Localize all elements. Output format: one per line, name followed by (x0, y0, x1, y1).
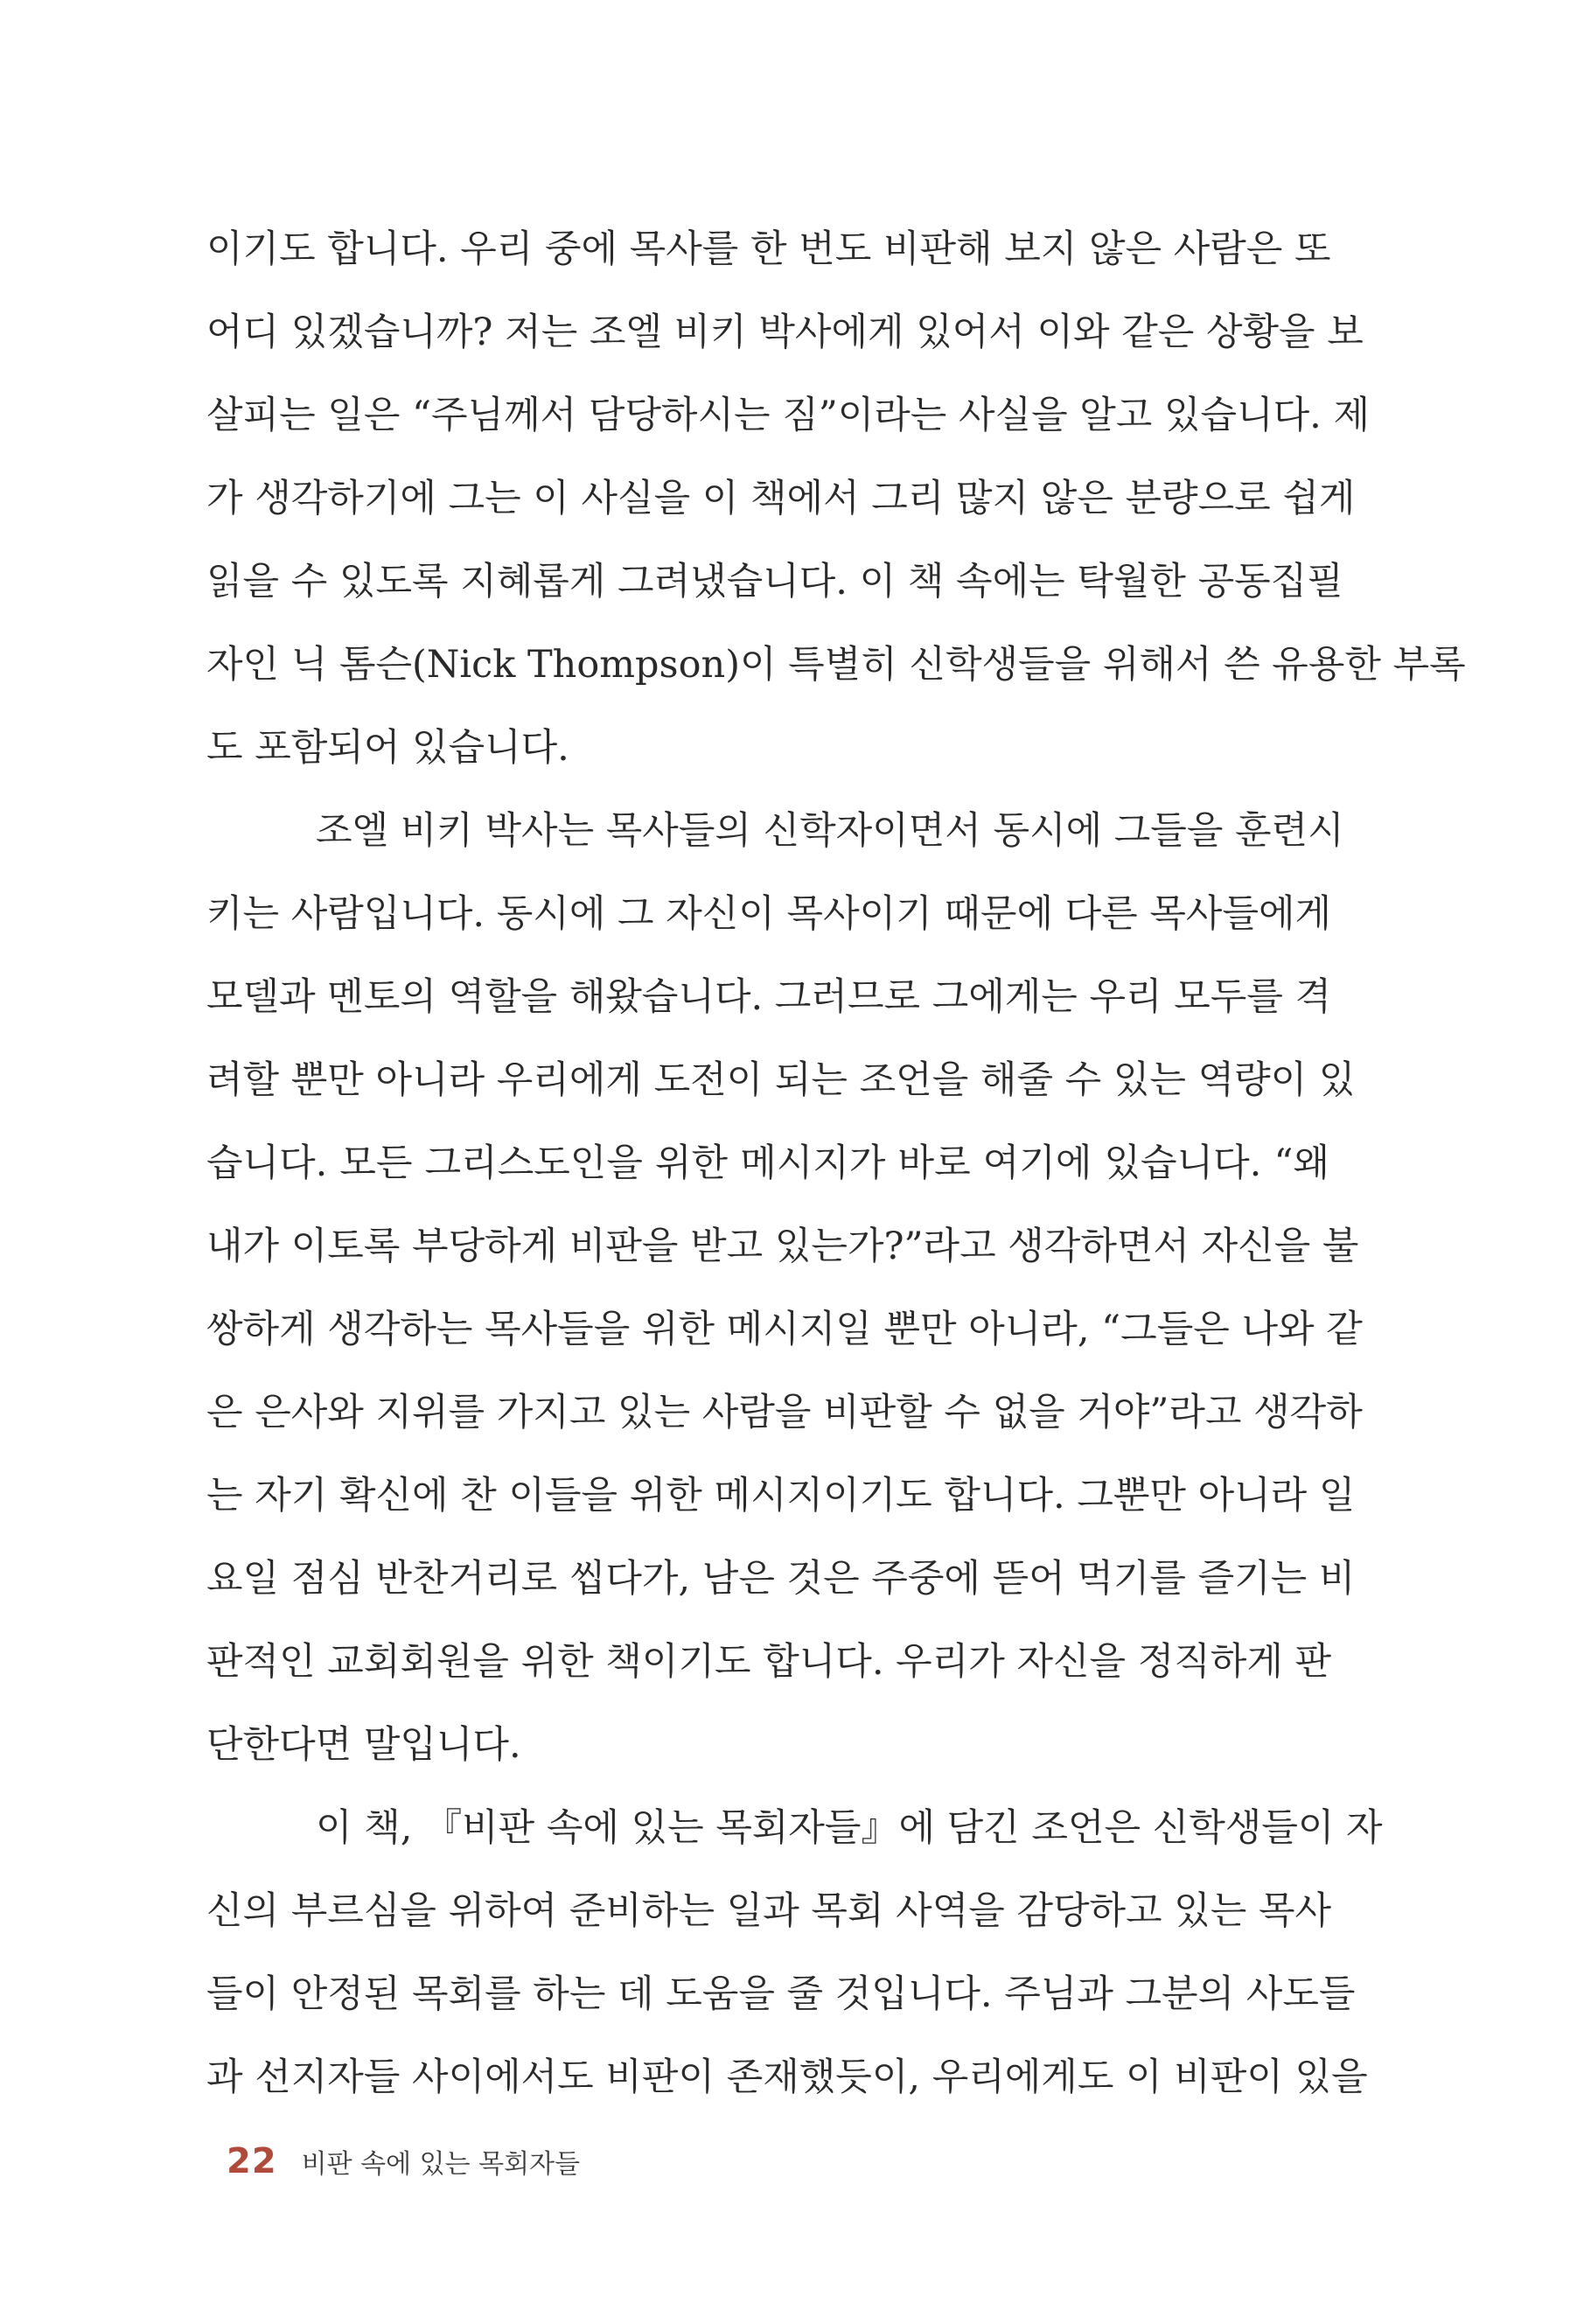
text-line: 은 은사와 지위를 가지고 있는 사람을 비판할 수 없을 거야”라고 생각하 (206, 1391, 1363, 1434)
text-line: 가 생각하기에 그는 이 사실을 이 책에서 그리 많지 않은 분량으로 쉽게 (206, 477, 1356, 520)
page-footer (227, 2141, 580, 2194)
text-line: 모델과 멘토의 역할을 해왔습니다. 그러므로 그에게는 우리 모두를 격 (206, 975, 1332, 1019)
text-line: 키는 사람입니다. 동시에 그 자신이 목사이기 때문에 다른 목사들에게 (206, 892, 1332, 936)
text-line: 신의 부르심을 위하여 준비하는 일과 목회 사역을 감당하고 있는 목사 (206, 1889, 1332, 1933)
paragraph-start-line: 조엘 비키 박사는 목사들의 신학자이면서 동시에 그들을 훈련시 (316, 809, 1344, 853)
text-line: 어디 있겠습니까? 저는 조엘 비키 박사에게 있어서 이와 같은 상황을 보 (206, 311, 1364, 354)
text-line: 는 자기 확신에 찬 이들을 위한 메시지이기도 합니다. 그뿐만 아니라 일 (206, 1474, 1356, 1518)
text-line: 읽을 수 있도록 지혜롭게 그려냈습니다. 이 책 속에는 탁월한 공동집필 (206, 560, 1343, 604)
text-line: 내가 이토록 부당하게 비판을 받고 있는가?”라고 생각하면서 자신을 불 (206, 1225, 1359, 1268)
running-title: 비판 속에 있는 목회자들 (301, 2149, 581, 2180)
text-line: 도 포함되어 있습니다. (206, 726, 569, 770)
body-text (206, 208, 1466, 2119)
text-line: 살피는 일은 “주님께서 담당하시는 짐”이라는 사실을 알고 있습니다. 제 (206, 394, 1371, 437)
text-line: 이기도 합니다. 우리 중에 목사를 한 번도 비판해 보지 않은 사람은 또 (206, 227, 1331, 271)
text-line: 자인 닉 톰슨(Nick Thompson)이 특별히 신학생들을 위해서 쓴 유용한 부록 (206, 643, 1466, 687)
text-line: 습니다. 모든 그리스도인을 위한 메시지가 바로 여기에 있습니다. “왜 (206, 1141, 1329, 1185)
text-line: 단한다면 말입니다. (206, 1723, 521, 1767)
page-number: 22 (227, 2141, 277, 2181)
text-line: 과 선지자들 사이에서도 비판이 존재했듯이, 우리에게도 이 비판이 있을 (206, 2055, 1368, 2099)
text-line: 려할 뿐만 아니라 우리에게 도전이 되는 조언을 해줄 수 있는 역량이 있 (206, 1058, 1356, 1102)
text-line: 요일 점심 반찬거리로 씹다가, 남은 것은 주중에 뜯어 먹기를 즐기는 비 (206, 1557, 1356, 1601)
text-line: 쌍하게 생각하는 목사들을 위한 메시지일 뿐만 아니라, “그들은 나와 같 (206, 1308, 1363, 1351)
text-line: 판적인 교회회원을 위한 책이기도 합니다. 우리가 자신을 정직하게 판 (206, 1640, 1332, 1684)
text-line: 들이 안정된 목회를 하는 데 도움을 줄 것입니다. 주님과 그분의 사도들 (206, 1972, 1356, 2016)
paragraph-start-line: 이 책, 『비판 속에 있는 목회자들』에 담긴 조언은 신학생들이 자 (316, 1806, 1383, 1850)
